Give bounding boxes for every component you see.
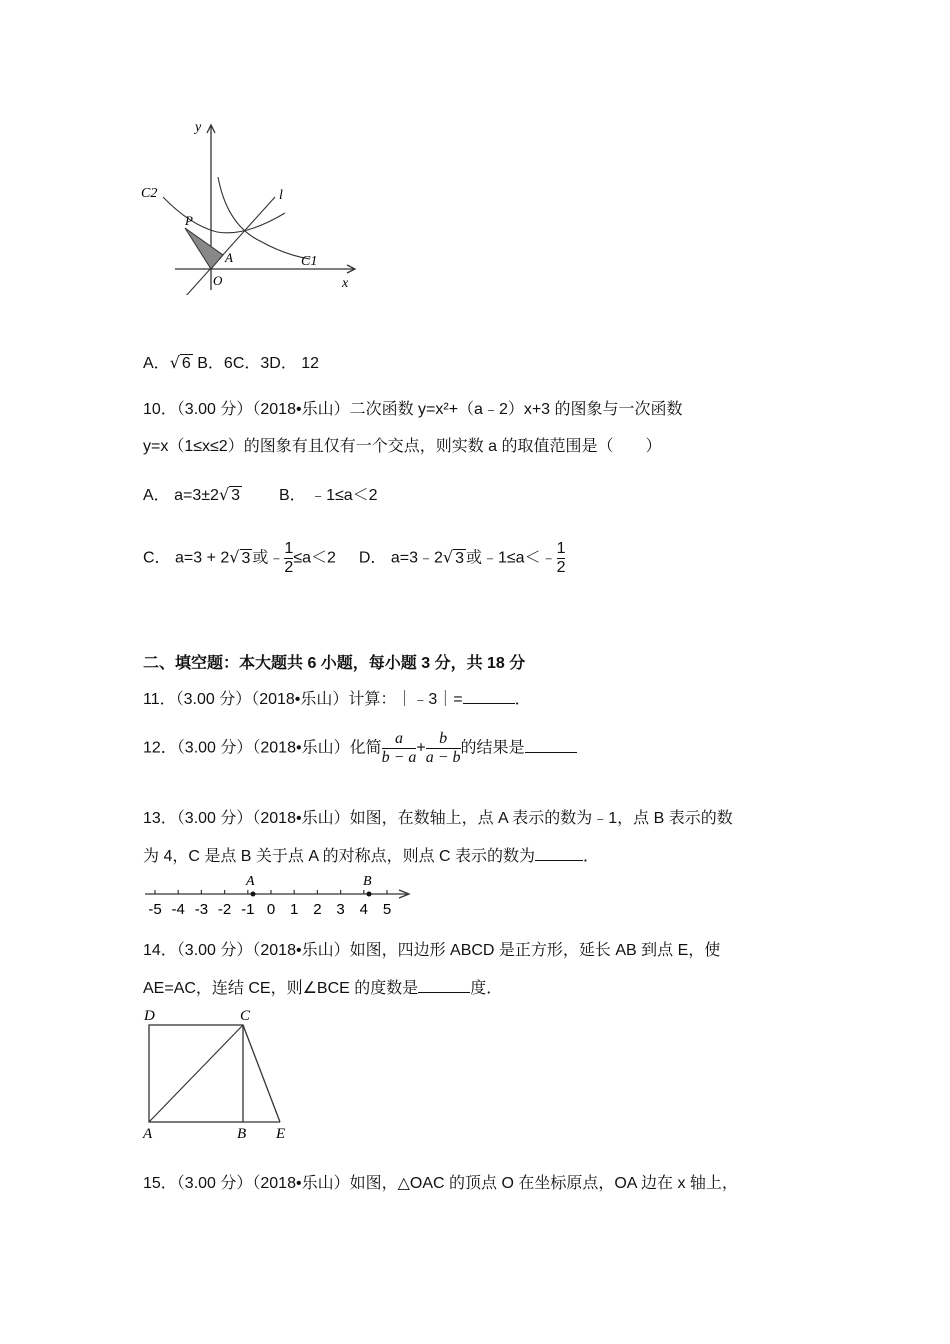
q9-option-a-prefix: A． [143, 355, 170, 372]
q12 [143, 730, 577, 767]
fig9-curve-c2 [163, 197, 285, 233]
q10-option-c-prefix: C． a=3 [143, 549, 203, 567]
fig9-l-label: l [279, 188, 283, 203]
q11-text: 11．（3.00 分）（2018•乐山）计算：｜﹣3｜= [143, 691, 463, 708]
q10-option-b: B． ﹣1≤a＜2 [278, 487, 378, 504]
fraction-numerator: a [394, 730, 403, 747]
q11 [143, 686, 531, 709]
q13-line2-text: 为 4，C 是点 B 关于点 A 的对称点，则点 C 表示的数为 [143, 848, 536, 865]
tick-label: -4 [171, 901, 185, 918]
q10-option-d-mid: 或﹣1≤a＜﹣ [465, 549, 557, 567]
answer-blank[interactable] [525, 736, 577, 753]
q10-option-d-fraction [557, 540, 566, 577]
tick-label: -3 [194, 901, 209, 918]
fig9-shaded-triangle [185, 228, 223, 269]
q10-options-cd [143, 540, 565, 577]
fraction-denominator: 2 [284, 559, 294, 576]
label-c: C [240, 1008, 251, 1024]
diagonal-ac [149, 1025, 243, 1122]
q14-line2 [143, 975, 502, 998]
segment-ce [243, 1025, 280, 1122]
point-a-dot [251, 892, 256, 897]
q10-option-c-tail: ≤a＜2 [293, 549, 336, 567]
fig9-p-label: P [185, 213, 193, 228]
q11-end: ． [514, 691, 531, 708]
section-heading: 二、填空题：本大题共 6 小题，每小题 3 分，共 18 分 [143, 655, 526, 672]
fig9-y-label: y [195, 120, 202, 135]
label-b: B [237, 1126, 247, 1142]
tick-label: 3 [336, 901, 345, 918]
fig9-x-label: x [342, 276, 349, 291]
q10-option-d-prefix: D． a=3﹣2 [358, 549, 443, 567]
q12-prefix: 12．（3.00 分）（2018•乐山）化简 [143, 739, 382, 757]
q9-figure [135, 115, 375, 295]
answer-blank[interactable] [463, 687, 515, 704]
q10-option-a-prefix: A． a=3±2 [143, 487, 219, 504]
q13-line1: 13．（3.00 分）（2018•乐山）如图，在数轴上，点 A 表示的数为﹣1，点 B 表示的数 [143, 810, 733, 827]
answer-blank[interactable] [418, 976, 470, 993]
tick-label: -1 [241, 901, 255, 918]
fraction-denominator: b − a [381, 749, 417, 766]
fig9-c2-label: C2 [141, 186, 158, 201]
fraction-denominator: 2 [556, 559, 566, 576]
q10-line2: y=x（1≤x≤2）的图象有且仅有一个交点，则实数 a 的取值范围是（ ） [143, 438, 662, 455]
q10-option-a-radicand: 3 [231, 487, 241, 504]
sqrt-icon: √ [218, 485, 230, 504]
sqrt-icon: √ [442, 547, 454, 567]
sqrt-icon: √ [229, 547, 240, 567]
fig9-o-label: O [213, 273, 223, 288]
tick-label: 5 [382, 901, 392, 918]
tick-label: 0 [266, 901, 276, 918]
q10-line1: 10．（3.00 分）（2018•乐山）二次函数 y=x²+（a﹣2）x+3 的图象与一次函数 [143, 401, 683, 418]
q12-suffix: 的结果是 [460, 739, 525, 757]
q12-fraction-1 [382, 730, 417, 767]
q10-option-c-plus: + 2 [202, 549, 230, 567]
q9-option-rest: B．6C．3D． 12 [192, 355, 320, 372]
q12-fraction-2 [426, 730, 461, 767]
q9-options [143, 350, 319, 373]
q10-option-d-radicand: 3 [455, 549, 464, 567]
q10-option-c-radicand: 3 [241, 549, 251, 567]
fraction-numerator: 1 [284, 540, 294, 557]
tick-label: 4 [359, 901, 368, 918]
q10-option-c-fraction [284, 540, 293, 577]
label-a: A [143, 1126, 153, 1142]
number-line [143, 872, 418, 918]
q14-end: 度． [470, 980, 503, 997]
sqrt-icon: √ [169, 353, 180, 372]
q14-line1: 14．（3.00 分）（2018•乐山）如图，四边形 ABCD 是正方形，延长 AB 到点 E，使 [143, 942, 721, 959]
q14-line2-text: AE=AC，连结 CE，则∠BCE 的度数是 [143, 980, 419, 997]
point-b-label: B [363, 874, 372, 889]
point-b-dot [367, 892, 372, 897]
answer-blank[interactable] [535, 844, 583, 861]
label-d: D [144, 1008, 155, 1024]
q14-figure [140, 1005, 300, 1145]
fraction-denominator: a − b [425, 749, 461, 766]
q13-end: ． [583, 848, 600, 865]
q15-line1: 15．（3.00 分）（2018•乐山）如图，△OAC 的顶点 O 在坐标原点，OA 边在 x 轴上， [143, 1175, 738, 1192]
q10-options-ab [143, 482, 378, 505]
label-e: E [276, 1126, 286, 1142]
point-a-label: A [246, 874, 255, 889]
q13-line2 [143, 843, 599, 866]
q12-plus: + [416, 739, 426, 757]
tick-label: 2 [313, 901, 322, 918]
fraction-numerator: b [439, 730, 448, 747]
fig9-curve-c1 [218, 177, 310, 259]
fig9-c1-label: C1 [301, 254, 318, 269]
q9-option-a-radicand: 6 [181, 355, 191, 372]
tick-label: 1 [290, 901, 299, 918]
tick-label: -5 [148, 901, 162, 918]
fig9-a-label: A [225, 250, 233, 265]
q10-option-c-or: 或﹣ [252, 549, 285, 567]
tick-label: -2 [217, 901, 232, 918]
fraction-numerator: 1 [556, 540, 566, 557]
